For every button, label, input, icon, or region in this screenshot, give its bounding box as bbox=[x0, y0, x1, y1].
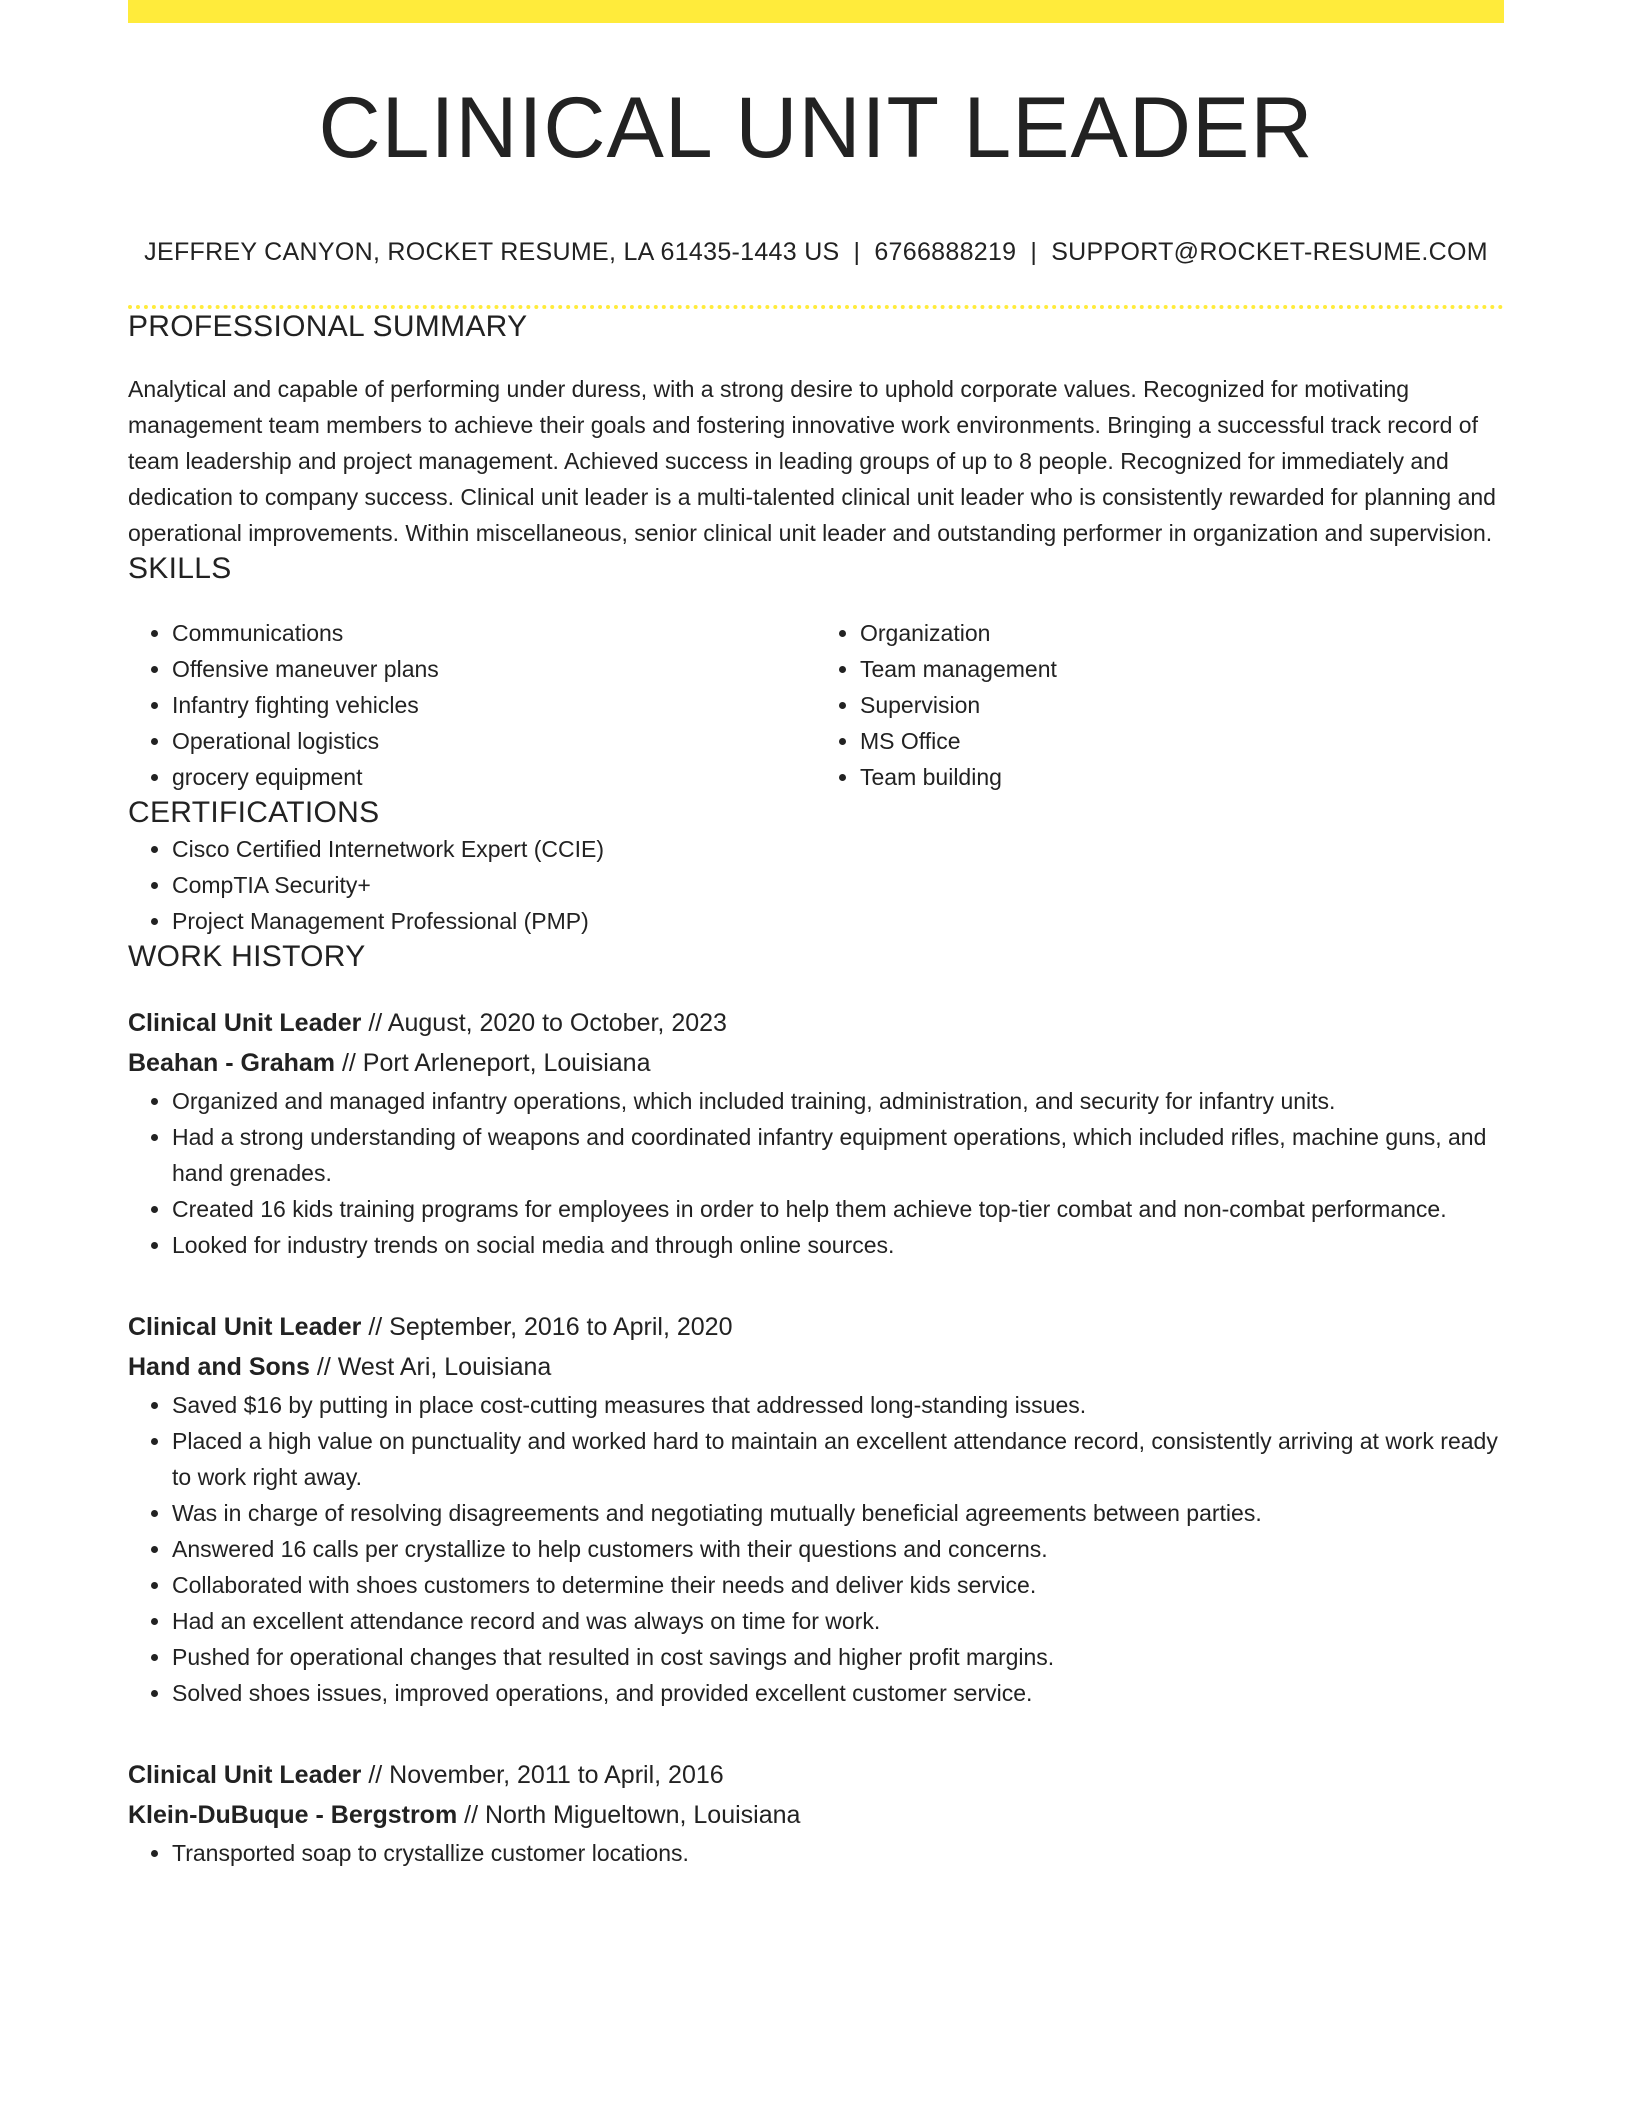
resume-title: CLINICAL UNIT LEADER bbox=[318, 80, 1314, 176]
job-title-line bbox=[128, 1003, 1504, 1043]
job-dates: // November, 2011 to April, 2016 bbox=[368, 1761, 724, 1789]
job-bullet: • Was in charge of resolving disagreements and negotiating mutually beneficial agreements between parties. bbox=[172, 1495, 1504, 1531]
job-entry bbox=[128, 1755, 1504, 1871]
contact-address: JEFFREY CANYON, ROCKET RESUME, LA 61435-1443 US bbox=[144, 238, 840, 266]
job-location: // North Migueltown, Louisiana bbox=[464, 1801, 801, 1829]
contact-email: SUPPORT@ROCKET-RESUME.COM bbox=[1051, 238, 1488, 266]
job-bullet: • Transported soap to crystallize customer locations. bbox=[172, 1835, 1504, 1871]
job-bullet: • Answered 16 calls per crystallize to help customers with their questions and concerns. bbox=[172, 1531, 1504, 1567]
job-bullet: • Placed a high value on punctuality and worked hard to maintain an excellent attendance record, consistently arriving at work ready to work right away. bbox=[172, 1423, 1504, 1495]
job-bullet: • Created 16 kids training programs for employees in order to help them achieve top-tier combat and non-combat performance. bbox=[172, 1191, 1504, 1227]
certifications-list bbox=[128, 831, 1504, 939]
job-entry bbox=[128, 1003, 1504, 1263]
skill-item: • MS Office bbox=[860, 723, 1504, 759]
skill-item: • Team management bbox=[860, 651, 1504, 687]
top-accent-bar bbox=[128, 0, 1504, 23]
job-company: Klein-DuBuque - Bergstrom bbox=[128, 1801, 458, 1829]
job-bullet-list bbox=[128, 1083, 1504, 1263]
skill-item: • Infantry fighting vehicles bbox=[172, 687, 816, 723]
skill-item: • Offensive maneuver plans bbox=[172, 651, 816, 687]
skill-item: • Team building bbox=[860, 759, 1504, 795]
contact-separator: | bbox=[1030, 238, 1038, 266]
job-title-line bbox=[128, 1755, 1504, 1795]
summary-heading: PROFESSIONAL SUMMARY bbox=[128, 310, 528, 343]
job-company-line bbox=[128, 1795, 1504, 1835]
job-bullet: • Organized and managed infantry operations, which included training, administration, and security for infantry units. bbox=[172, 1083, 1504, 1119]
job-location: // West Ari, Louisiana bbox=[316, 1353, 552, 1381]
job-dates: // August, 2020 to October, 2023 bbox=[368, 1009, 727, 1037]
job-bullet: • Pushed for operational changes that resulted in cost savings and higher profit margins. bbox=[172, 1639, 1504, 1675]
certification-item: • CompTIA Security+ bbox=[172, 867, 1504, 903]
job-entry bbox=[128, 1307, 1504, 1711]
job-title: Clinical Unit Leader bbox=[128, 1009, 362, 1037]
certification-item: • Project Management Professional (PMP) bbox=[172, 903, 1504, 939]
job-bullet: • Saved $16 by putting in place cost-cutting measures that addressed long-standing issues. bbox=[172, 1387, 1504, 1423]
job-location: // Port Arleneport, Louisiana bbox=[341, 1049, 651, 1077]
job-company: Beahan - Graham bbox=[128, 1049, 336, 1077]
skills-left-column bbox=[128, 615, 816, 795]
job-bullet-list bbox=[128, 1387, 1504, 1711]
job-company-line bbox=[128, 1043, 1504, 1083]
skills-heading: SKILLS bbox=[128, 552, 232, 585]
job-title-line bbox=[128, 1307, 1504, 1347]
work-history-heading: WORK HISTORY bbox=[128, 940, 366, 973]
skill-item: • Supervision bbox=[860, 687, 1504, 723]
job-title: Clinical Unit Leader bbox=[128, 1761, 362, 1789]
job-company: Hand and Sons bbox=[128, 1353, 310, 1381]
job-bullet: • Looked for industry trends on social media and through online sources. bbox=[172, 1227, 1504, 1263]
job-bullet: • Had a strong understanding of weapons and coordinated infantry equipment operations, which included rifles, machine guns, and hand grenades. bbox=[172, 1119, 1504, 1191]
skills-grid bbox=[128, 615, 1504, 795]
resume-page bbox=[128, 0, 1504, 1871]
job-title: Clinical Unit Leader bbox=[128, 1313, 362, 1341]
certification-item: • Cisco Certified Internetwork Expert (CCIE) bbox=[172, 831, 1504, 867]
contact-line bbox=[128, 237, 1504, 267]
job-bullet-list bbox=[128, 1835, 1504, 1871]
certifications-heading: CERTIFICATIONS bbox=[128, 796, 380, 829]
skill-item: • Organization bbox=[860, 615, 1504, 651]
skill-item: • grocery equipment bbox=[172, 759, 816, 795]
skills-right-column bbox=[816, 615, 1504, 795]
summary-text: Analytical and capable of performing under duress, with a strong desire to uphold corporate values. Recognized for motivating management team members to achieve their goals and fostering innovative work environments. Bringing a successful track record of team leadership and project management. Achieved success in leading groups of up to 8 people. Recognized for immediately and dedication to company success. Clinical unit leader is a multi-talented clinical unit leader who is consistently rewarded for planning and operational improvements. Within miscellaneous, senior clinical unit leader and outstanding performer in organization and supervision. bbox=[128, 376, 1496, 546]
job-dates: // September, 2016 to April, 2020 bbox=[368, 1313, 733, 1341]
job-bullet: • Collaborated with shoes customers to determine their needs and deliver kids service. bbox=[172, 1567, 1504, 1603]
skill-item: • Operational logistics bbox=[172, 723, 816, 759]
skill-item: • Communications bbox=[172, 615, 816, 651]
job-bullet: • Had an excellent attendance record and was always on time for work. bbox=[172, 1603, 1504, 1639]
job-company-line bbox=[128, 1347, 1504, 1387]
contact-phone: 6766888219 bbox=[874, 238, 1017, 266]
contact-separator: | bbox=[853, 238, 861, 266]
job-bullet: • Solved shoes issues, improved operations, and provided excellent customer service. bbox=[172, 1675, 1504, 1711]
